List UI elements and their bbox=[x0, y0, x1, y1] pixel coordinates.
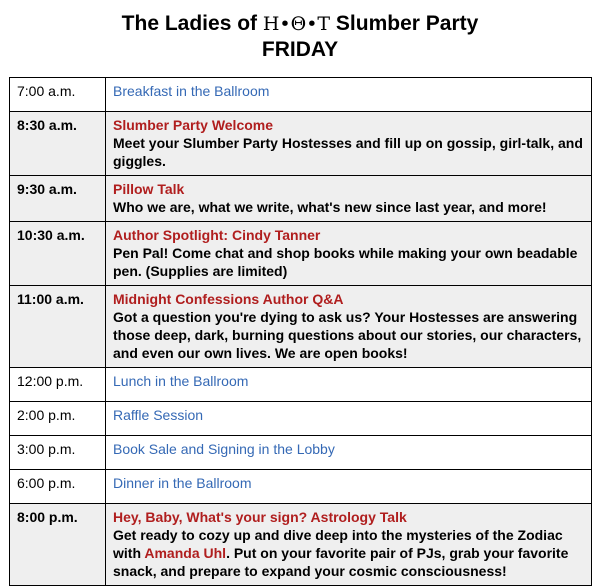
row-time: 11:00 a.m. bbox=[10, 286, 106, 368]
schedule-row bbox=[10, 470, 592, 504]
schedule-row bbox=[10, 368, 592, 402]
event-title: Raffle Session bbox=[113, 407, 204, 423]
event-description: Pen Pal! Come chat and shop books while making your own beadable pen. (Supplies are limited) bbox=[113, 245, 578, 279]
event-title: Book Sale and Signing in the Lobby bbox=[113, 441, 335, 457]
row-event bbox=[106, 222, 592, 286]
title-text-before: The Ladies of bbox=[121, 12, 263, 35]
row-event bbox=[106, 436, 592, 470]
row-time: 3:00 p.m. bbox=[10, 436, 106, 470]
row-time: 12:00 p.m. bbox=[10, 368, 106, 402]
row-event bbox=[106, 470, 592, 504]
schedule-row bbox=[10, 402, 592, 436]
schedule-row bbox=[10, 176, 592, 222]
row-time: 6:00 p.m. bbox=[10, 470, 106, 504]
row-event bbox=[106, 176, 592, 222]
schedule-table bbox=[9, 77, 592, 586]
event-title: Pillow Talk bbox=[113, 181, 185, 197]
day-heading: FRIDAY bbox=[261, 38, 339, 61]
row-event bbox=[106, 402, 592, 436]
page-title bbox=[0, 11, 600, 37]
title-text-after: Slumber Party bbox=[330, 12, 479, 35]
event-description: Who we are, what we write, what's new since last year, and more! bbox=[113, 199, 547, 215]
schedule-row bbox=[10, 436, 592, 470]
event-title: Hey, Baby, What's your sign? Astrology Talk bbox=[113, 509, 407, 525]
schedule-row bbox=[10, 504, 592, 586]
event-title: Dinner in the Ballroom bbox=[113, 475, 252, 491]
title-greek-letters: Η•Θ•Τ bbox=[262, 13, 331, 35]
page-header bbox=[0, 0, 600, 62]
author-name-highlight: Amanda Uhl bbox=[144, 545, 227, 561]
event-title: Breakfast in the Ballroom bbox=[113, 83, 270, 99]
schedule-row bbox=[10, 78, 592, 112]
event-title: Lunch in the Ballroom bbox=[113, 373, 249, 389]
row-event bbox=[106, 286, 592, 368]
event-description bbox=[113, 526, 586, 580]
row-event bbox=[106, 368, 592, 402]
row-event bbox=[106, 78, 592, 112]
event-title: Midnight Confessions Author Q&A bbox=[113, 291, 344, 307]
event-description-part: . Put on your favorite pair of PJs, grab your favorite snack, and prepare to expand your cosmic consciousness! bbox=[113, 545, 569, 579]
row-time: 10:30 a.m. bbox=[10, 222, 106, 286]
row-time: 8:30 a.m. bbox=[10, 112, 106, 176]
event-description: Got a question you're dying to ask us? Your Hostesses are answering those deep, dark, burning questions about our stories, our characters, and even our own lives. We are open books! bbox=[113, 309, 582, 361]
row-time: 8:00 p.m. bbox=[10, 504, 106, 586]
event-title: Slumber Party Welcome bbox=[113, 117, 274, 133]
row-event bbox=[106, 112, 592, 176]
event-title: Author Spotlight: Cindy Tanner bbox=[113, 227, 321, 243]
schedule-row bbox=[10, 286, 592, 368]
schedule-row bbox=[10, 222, 592, 286]
event-description: Meet your Slumber Party Hostesses and fill up on gossip, girl-talk, and giggles. bbox=[113, 135, 583, 169]
row-time: 2:00 p.m. bbox=[10, 402, 106, 436]
row-time: 9:30 a.m. bbox=[10, 176, 106, 222]
row-event bbox=[106, 504, 592, 586]
row-time: 7:00 a.m. bbox=[10, 78, 106, 112]
event-description-part: Get ready to cozy up and dive deep into the mysteries of the Zodiac with bbox=[113, 527, 563, 561]
schedule-row bbox=[10, 112, 592, 176]
